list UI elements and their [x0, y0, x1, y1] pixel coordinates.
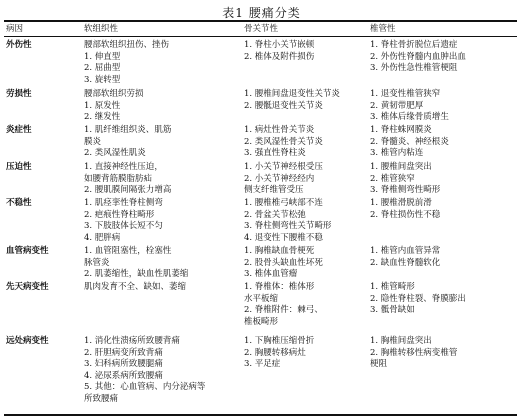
cell-line: 1. 伸直型 [84, 51, 121, 62]
cell-line: 3. 椎体血管瘤 [244, 269, 298, 280]
cell-line: 压迫性 [6, 162, 32, 172]
cell-line: 2. 继发性 [84, 112, 121, 123]
cell-line: 2. 黄韧带肥厚 [370, 100, 424, 111]
cell-line: 2. 类风湿性肌炎 [84, 148, 146, 159]
cell-line: 1. 椎管内血管异常 [370, 246, 441, 256]
cell-line: 3. 外伤性急性椎管梗阻 [370, 63, 458, 74]
cell-line: 3. 旋转型 [84, 74, 121, 85]
cell-line: 1. 脊柱骨折脱位后遗症 [370, 40, 458, 50]
cell-line: 1. 退变性椎管狭窄 [370, 89, 441, 99]
cell-line: 远处病变性 [6, 336, 49, 346]
cell-line: 1. 腰椎间盘退变性关节炎 [244, 89, 340, 99]
cell-line: 2. 脊柱损伤性不稳 [370, 209, 441, 220]
cell-line: 2. 腰骶退变性关节炎 [244, 100, 323, 111]
cell-line: 2. 椎体及附件损伤 [244, 51, 315, 62]
header-soft-tissue: 软组织性 [84, 24, 119, 34]
cell-line: 如腰背筋膜脂肪疝 [84, 173, 153, 184]
table-cell-canal [370, 246, 440, 269]
cell-line: 4. 肥胖病 [84, 232, 121, 243]
cell-line: 3. 下肢肢体长短不匀 [84, 221, 163, 232]
cell-line: 梗阻 [370, 359, 388, 370]
cell-line: 2. 腰肌膜间隔张力增高 [84, 185, 172, 196]
cell-line: 1. 血管阻塞性，栓塞性 [84, 246, 172, 256]
cell-line: 脉管炎 [84, 257, 110, 268]
cell-line: 1. 脊椎体：椎体形 [244, 282, 315, 292]
table-cell-canal [370, 336, 457, 371]
header-spinal-canal: 椎管性 [370, 24, 396, 34]
table-cell-soft [84, 246, 188, 281]
table-cell-soft [84, 282, 186, 294]
table-cell-cause [6, 198, 32, 210]
table-cell-cause [6, 125, 32, 137]
cell-line: 1. 原发性 [84, 100, 121, 111]
table-cell-canal [370, 282, 466, 317]
cell-line: 3. 脊椎侧弯性畸形 [370, 185, 441, 196]
table-header-rule [4, 36, 517, 37]
cell-line: 1. 腰椎间盘突出 [370, 162, 432, 172]
table-cell-bone [244, 40, 314, 63]
cell-line: 1. 胸椎缺血骨梗死 [244, 246, 315, 256]
cell-line: 2. 椎管狭窄 [370, 173, 415, 184]
cell-line: 1. 小关节神经根受压 [244, 162, 323, 172]
cell-line: 3. 妇科病所致腰腿痛 [84, 359, 163, 370]
cell-line: 1. 下胸椎压缩骨折 [244, 336, 315, 346]
cell-line: 4. 退变性下腰椎不稳 [244, 232, 323, 243]
cell-line: 2. 胸椎转移性病变椎管 [370, 347, 458, 358]
cell-line: 2. 小关节神经经内 [244, 173, 315, 184]
table-cell-cause [6, 89, 32, 101]
table-cell-canal [370, 125, 449, 160]
cell-line: 2. 疤痕性脊柱畸形 [84, 209, 155, 220]
cell-line: 腰部软组织扭伤、挫伤 [84, 40, 170, 50]
cell-line: 1. 肌痉挛性脊柱侧弯 [84, 198, 163, 208]
cell-line: 1. 椎管畸形 [370, 282, 415, 292]
cell-line: 肌肉发育不全、缺如、萎缩 [84, 282, 187, 292]
cell-line: 1. 直接神经性压迫， [84, 162, 163, 172]
cell-line: 先天病变性 [6, 282, 49, 292]
cell-line: 侧支纤维管受压 [244, 185, 304, 196]
table-cell-soft [84, 40, 169, 86]
table-cell-soft [84, 198, 163, 244]
cell-line: 3. 强直性脊柱炎 [244, 148, 306, 159]
cell-line: 1. 腰椎滑脱前滑 [370, 198, 432, 208]
table-cell-canal [370, 198, 440, 221]
cell-line: 2. 缺血性脊髓软化 [370, 257, 441, 268]
table-cell-soft [84, 125, 171, 160]
cell-line: 1. 胸椎间盘突出 [370, 336, 432, 346]
cell-line: 膜炎 [84, 136, 102, 147]
cell-line: 2. 隐性脊柱裂、脊膜膨出 [370, 293, 466, 304]
cell-line: 炎症性 [6, 125, 32, 135]
cell-line: 3. 脊柱侧弯性关节畸形 [244, 221, 332, 232]
table-cell-cause [6, 40, 32, 52]
table-cell-bone [244, 246, 323, 281]
table-cell-canal [370, 89, 449, 124]
table-cell-soft [84, 162, 171, 197]
table-title: 表1 腰痛分类 [222, 6, 301, 20]
cell-line: 不稳性 [6, 198, 32, 208]
table-cell-bone [244, 89, 340, 112]
table-cell-canal [370, 162, 440, 197]
table-cell-soft [84, 89, 144, 124]
table-cell-bone [244, 162, 323, 197]
table-cell-bone [244, 282, 323, 328]
table-cell-bone [244, 125, 323, 160]
header-bone-joint: 骨关节性 [244, 24, 279, 34]
cell-line: 3. 椎体后缘骨质增生 [370, 112, 449, 123]
cell-line: 2. 胸腰转移病灶 [244, 347, 306, 358]
cell-line: 2. 类风湿性骨关节炎 [244, 136, 323, 147]
cell-line: 腰部软组织劳损 [84, 89, 144, 99]
cell-line: 椎板畸形 [244, 316, 279, 327]
cell-line: 3. 椎管内粘连 [370, 148, 424, 159]
header-cause: 病因 [6, 24, 24, 34]
table-cell-bone [244, 198, 331, 244]
cell-line: 5. 其他：心血管病、内分泌病等 [84, 382, 206, 393]
table-top-rule [4, 20, 517, 22]
cell-line: 2. 肌萎缩性，缺血性肌萎缩 [84, 269, 189, 280]
cell-line: 1. 病灶性骨关节炎 [244, 125, 315, 135]
cell-line: 3. 骶骨缺如 [370, 305, 415, 316]
cell-line: 4. 泌尿系病所致腰痛 [84, 370, 163, 381]
cell-line: 2. 骨盆关节松弛 [244, 209, 306, 220]
cell-line: 2. 脊髓炎、神经根炎 [370, 136, 449, 147]
cell-line: 水平板缩 [244, 293, 279, 304]
cell-line: 1. 肌纤维组织炎、肌筋 [84, 125, 172, 135]
cell-line: 1. 脊柱小关节嵌顿 [244, 40, 315, 50]
table-cell-cause [6, 246, 49, 258]
table-cell-canal [370, 40, 466, 75]
table-cell-cause [6, 336, 49, 348]
cell-line: 血管病变性 [6, 246, 49, 256]
cell-line: 2. 股骨头缺血性坏死 [244, 257, 323, 268]
cell-line: 2. 肝胆病变所致背痛 [84, 347, 163, 358]
table-bottom-rule [4, 414, 517, 416]
table-cell-bone [244, 336, 314, 371]
table-cell-soft [84, 336, 205, 406]
cell-line: 1. 消化性溃疡所致腰背痛 [84, 336, 180, 346]
cell-line: 所致腰痛 [84, 393, 119, 404]
cell-line: 劳损性 [6, 89, 32, 99]
table-cell-cause [6, 162, 32, 174]
cell-line: 2. 屈曲型 [84, 63, 121, 74]
cell-line: 1. 脊柱蛛网膜炎 [370, 125, 432, 135]
cell-line: 2. 外伤性脊髓内血肿出血 [370, 51, 466, 62]
cell-line: 1. 腰椎椎弓峡部不连 [244, 198, 323, 208]
cell-line: 外伤性 [6, 40, 32, 50]
table-cell-cause [6, 282, 49, 294]
cell-line: 2. 脊椎附件：棘弓、 [244, 305, 323, 316]
cell-line: 3. 平足症 [244, 359, 281, 370]
